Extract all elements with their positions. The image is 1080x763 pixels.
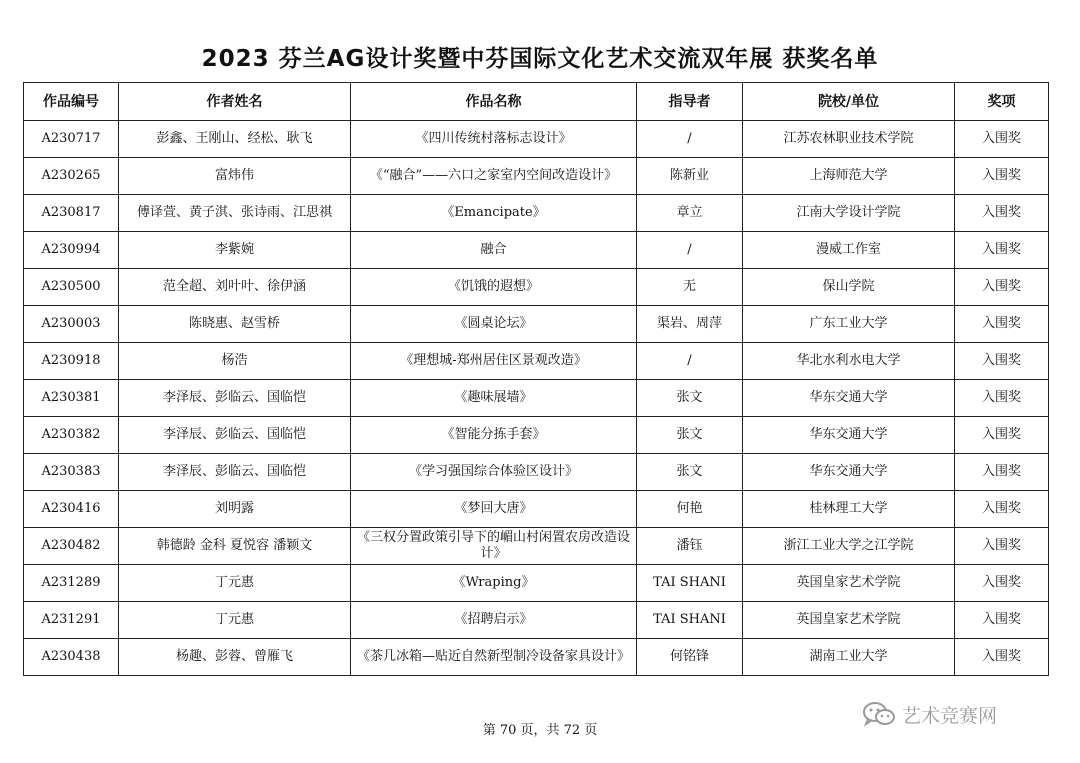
- cell-id: A230383: [24, 454, 119, 491]
- cell-work: 《趣味展墙》: [351, 380, 637, 417]
- page-title: 2023 芬兰AG设计奖暨中芬国际文化艺术交流双年展 获奖名单: [201, 46, 879, 72]
- cell-work: 《招聘启示》: [351, 602, 637, 639]
- cell-id: A230382: [24, 417, 119, 454]
- table-row: [24, 121, 1049, 158]
- cell-authors: 丁元惠: [119, 565, 351, 602]
- cell-authors: 韩德龄 金科 夏悦容 潘颖文: [119, 528, 351, 565]
- cell-school: 英国皇家艺术学院: [743, 602, 955, 639]
- cell-school: 江苏农林职业技术学院: [743, 121, 955, 158]
- cell-work: 《四川传统村落标志设计》: [351, 121, 637, 158]
- cell-id: A231291: [24, 602, 119, 639]
- page-footer: 第 70 页，共 72 页: [482, 723, 598, 738]
- cell-advisor: /: [637, 232, 743, 269]
- cell-authors: 丁元惠: [119, 602, 351, 639]
- cell-authors: 刘明露: [119, 491, 351, 528]
- cell-work: 《饥饿的遐想》: [351, 269, 637, 306]
- table-row: [24, 306, 1049, 343]
- cell-id: A230994: [24, 232, 119, 269]
- cell-school: 漫威工作室: [743, 232, 955, 269]
- cell-work: 《Emancipate》: [351, 195, 637, 232]
- cell-id: A230381: [24, 380, 119, 417]
- cell-award: 入围奖: [955, 269, 1049, 306]
- cell-authors: 傅译萱、黄子淇、张诗雨、江思祺: [119, 195, 351, 232]
- table-row: [24, 158, 1049, 195]
- cell-work: 《智能分拣手套》: [351, 417, 637, 454]
- cell-id: A230482: [24, 528, 119, 565]
- cell-id: A230416: [24, 491, 119, 528]
- cell-work: 《梦回大唐》: [351, 491, 637, 528]
- cell-school: 华东交通大学: [743, 454, 955, 491]
- cell-award: 入围奖: [955, 380, 1049, 417]
- table-row: [24, 528, 1049, 565]
- cell-school: 保山学院: [743, 269, 955, 306]
- cell-award: 入围奖: [955, 121, 1049, 158]
- cell-school: 桂林理工大学: [743, 491, 955, 528]
- watermark: [862, 700, 997, 728]
- cell-advisor: 何艳: [637, 491, 743, 528]
- cell-authors: 李紫婉: [119, 232, 351, 269]
- cell-authors: 陈晓惠、赵雪桥: [119, 306, 351, 343]
- cell-advisor: TAI SHANI: [637, 565, 743, 602]
- awards-table: [23, 82, 1049, 676]
- cell-id: A230918: [24, 343, 119, 380]
- column-header-authors: 作者姓名: [119, 83, 351, 121]
- cell-authors: 彭鑫、王刚山、经松、耿飞: [119, 121, 351, 158]
- cell-advisor: 章立: [637, 195, 743, 232]
- cell-school: 浙江工业大学之江学院: [743, 528, 955, 565]
- cell-authors: 范全超、刘叶叶、徐伊涵: [119, 269, 351, 306]
- cell-authors: 李泽辰、彭临云、国临恺: [119, 380, 351, 417]
- cell-school: 广东工业大学: [743, 306, 955, 343]
- cell-work: 融合: [351, 232, 637, 269]
- cell-award: 入围奖: [955, 195, 1049, 232]
- cell-work: 《圆桌论坛》: [351, 306, 637, 343]
- cell-award: 入围奖: [955, 454, 1049, 491]
- table-row: [24, 565, 1049, 602]
- column-header-school: 院校/单位: [743, 83, 955, 121]
- table-row: [24, 454, 1049, 491]
- cell-advisor: 张文: [637, 454, 743, 491]
- cell-advisor: 陈新业: [637, 158, 743, 195]
- column-header-advisor: 指导者: [637, 83, 743, 121]
- cell-work: 《理想城-郑州居住区景观改造》: [351, 343, 637, 380]
- cell-advisor: 潘钰: [637, 528, 743, 565]
- cell-advisor: /: [637, 343, 743, 380]
- cell-advisor: 渠岩、周萍: [637, 306, 743, 343]
- cell-school: 华东交通大学: [743, 417, 955, 454]
- cell-work: 《三权分置政策引导下的嵋山村闲置农房改造设计》: [351, 528, 637, 565]
- table-row: [24, 491, 1049, 528]
- cell-school: 华东交通大学: [743, 380, 955, 417]
- cell-award: 入围奖: [955, 232, 1049, 269]
- cell-school: 湖南工业大学: [743, 639, 955, 676]
- cell-advisor: 张文: [637, 380, 743, 417]
- column-header-work: 作品名称: [351, 83, 637, 121]
- cell-authors: 杨趣、彭蓉、曾雁飞: [119, 639, 351, 676]
- cell-authors: 杨浩: [119, 343, 351, 380]
- table-header-row: [24, 83, 1049, 121]
- cell-award: 入围奖: [955, 602, 1049, 639]
- table-row: [24, 269, 1049, 306]
- cell-id: A230003: [24, 306, 119, 343]
- cell-school: 华北水利水电大学: [743, 343, 955, 380]
- cell-school: 英国皇家艺术学院: [743, 565, 955, 602]
- table-row: [24, 380, 1049, 417]
- cell-school: 江南大学设计学院: [743, 195, 955, 232]
- cell-authors: 李泽辰、彭临云、国临恺: [119, 454, 351, 491]
- cell-id: A230438: [24, 639, 119, 676]
- cell-id: A231289: [24, 565, 119, 602]
- cell-id: A230817: [24, 195, 119, 232]
- wechat-icon: [862, 700, 896, 728]
- cell-award: 入围奖: [955, 158, 1049, 195]
- table-row: [24, 232, 1049, 269]
- cell-id: A230265: [24, 158, 119, 195]
- cell-id: A230717: [24, 121, 119, 158]
- watermark-text: 艺术竞赛网: [902, 704, 998, 727]
- cell-award: 入围奖: [955, 417, 1049, 454]
- cell-advisor: 张文: [637, 417, 743, 454]
- cell-advisor: /: [637, 121, 743, 158]
- table-row: [24, 195, 1049, 232]
- cell-id: A230500: [24, 269, 119, 306]
- column-header-id: 作品编号: [24, 83, 119, 121]
- cell-award: 入围奖: [955, 639, 1049, 676]
- cell-work: 《Wraping》: [351, 565, 637, 602]
- table-row: [24, 417, 1049, 454]
- cell-work: 《“融合”——六口之家室内空间改造设计》: [351, 158, 637, 195]
- cell-award: 入围奖: [955, 343, 1049, 380]
- table-row: [24, 602, 1049, 639]
- table-row: [24, 343, 1049, 380]
- cell-award: 入围奖: [955, 306, 1049, 343]
- cell-advisor: 无: [637, 269, 743, 306]
- cell-advisor: TAI SHANI: [637, 602, 743, 639]
- cell-award: 入围奖: [955, 491, 1049, 528]
- cell-award: 入围奖: [955, 565, 1049, 602]
- cell-advisor: 何铭锋: [637, 639, 743, 676]
- cell-work: 《茶几冰箱—贴近自然新型制冷设备家具设计》: [351, 639, 637, 676]
- column-header-award: 奖项: [955, 83, 1049, 121]
- cell-school: 上海师范大学: [743, 158, 955, 195]
- cell-work: 《学习强国综合体验区设计》: [351, 454, 637, 491]
- table-body: [24, 121, 1049, 676]
- cell-authors: 李泽辰、彭临云、国临恺: [119, 417, 351, 454]
- cell-authors: 富炜伟: [119, 158, 351, 195]
- table-row: [24, 639, 1049, 676]
- cell-award: 入围奖: [955, 528, 1049, 565]
